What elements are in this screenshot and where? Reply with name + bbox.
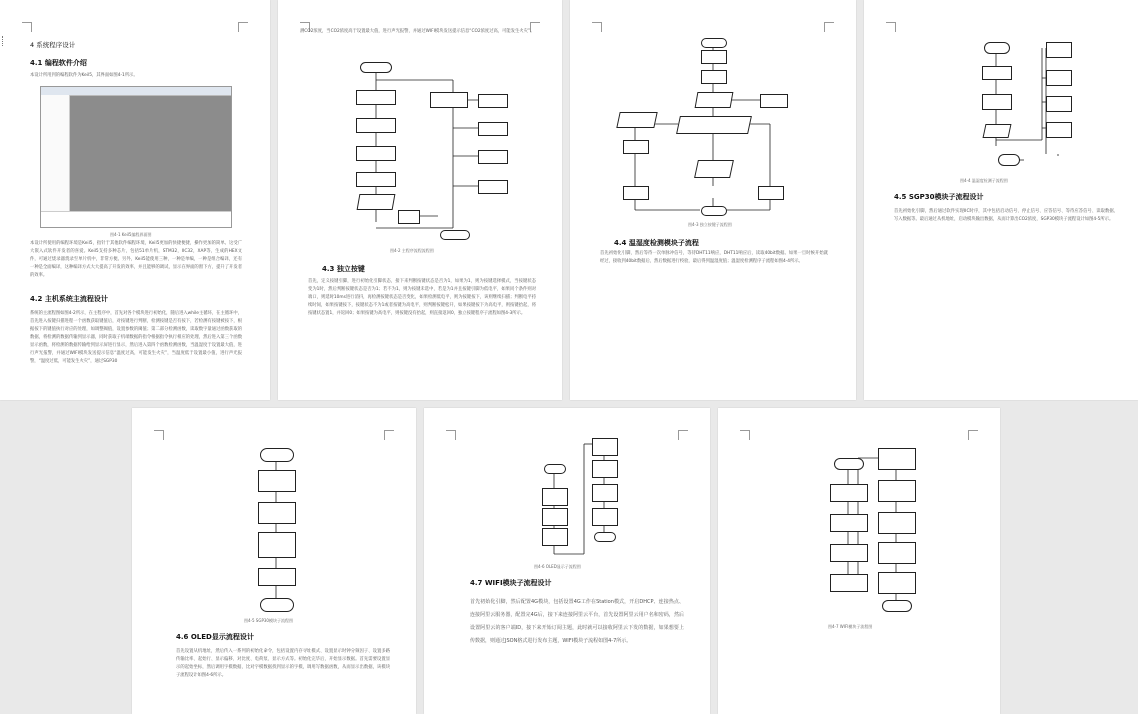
co2-continuation-text: 测CO2浓度，当CO2浓度高于设置最大值，进行声光报警，并通过WIFI模块发送提示信息“CO2浓度过高，可能发生火灾”。	[300, 29, 535, 34]
flow-node-start	[360, 62, 392, 73]
figure-4-3-caption: 图4-3 独立按键子流程图	[688, 222, 732, 227]
btn-flow-return-right	[758, 186, 784, 200]
btn-flow-pressed-decision	[676, 116, 752, 134]
oled-flow-end	[594, 532, 616, 542]
btn-flow-return-left	[623, 186, 649, 200]
chapter-heading: 4 系统程序设计	[30, 41, 76, 49]
sgp-flow-iic	[258, 502, 296, 524]
section-heading-4-1: 4.1 编程软件介绍	[30, 59, 87, 67]
oled-flow-clear	[542, 508, 568, 526]
keil-paragraph: 本设计所使用的编程环境是Keil5，指针于其他软件编程环境，Keil5更加的快捷便捷，操作更加的简单。这受广大嵌入式软件开发者的喜爱。Keil5支持多种芯片，包括51单片机，STM32，IIC32，XAP等，生成的HEX文件，可通过烧录器烧录至单片机中，非常方便。另外，Keil5能使用三种，一种是单编，一种是组合编译，还有一种是全面编译，这种编译方式大大提高了开发的效率，并且能够的调试，显示在界面的窗下方，提升了开发者的效率。	[30, 241, 242, 278]
wifi-flow-merge	[878, 572, 916, 594]
section-heading-4-3: 4.3 独立按键	[322, 265, 365, 273]
dht11-flowchart-lines	[864, 0, 1138, 180]
oled-paragraph: 首先设置从机地址，然后传入一系列的初始化命令，包括设置内存寻址模式、设置显示时钟分频因子、设置多路传输比率、起始行、显示偏移、对比度、电荷泵、显示方式等。初始化完毕后，开始显示数据。首先需要设置显示的起始坐标，然后调用字模数据，比对字模数据找到显示的字模，调用写数据函数，从而显示出数据，该模块子流程设计如图4-6所示。	[176, 649, 390, 678]
figure-4-5-caption: 图4-5 SGP30模块子流程图	[244, 618, 293, 623]
document-page-2	[278, 0, 562, 400]
flow-node-display	[356, 172, 396, 187]
sgp-flow-calc	[258, 568, 296, 586]
flow-node-wifi-send	[478, 180, 508, 194]
dht-flow-start	[984, 42, 1010, 54]
wifi-flow-end	[882, 600, 912, 612]
flow-node-detect	[356, 146, 396, 161]
button-paragraph: 首先，定义按键引脚，进行初始化引脚状态，接下来判断按键状态是否为1，如果为1，则为按键选择模式，当按键状态变为1时，然后判断按键状态是否为1；若不为1，则为按键未选中，若是为1并且按键引脚为低电平，如果同个条件则对端口，则延时10ms进行消抖，再检测按键状态是否变化，如果检测低电平，则为按键按下，该则继续扫描；判断电平持续时间，如果按键按下，按键状态不为1或者按键为高电平，则判断按键松开，如果按键按下为高电平，则按键抬起，将按键状态置1，并返回0；如果按键为高电平，则按键没有抬起，则直接返回0，独立按键程序子流程如图4-3所示。	[308, 279, 536, 316]
wifi-flow-read-1	[878, 512, 916, 534]
wifi-flow-init	[830, 484, 868, 502]
document-page-3	[570, 0, 856, 400]
dht-flow-init	[982, 66, 1012, 80]
dht-flow-step3	[1046, 96, 1072, 112]
wifi-flow-slave-addr-2	[878, 480, 916, 502]
dht-flow-read	[1046, 42, 1072, 58]
btn-flow-end	[701, 206, 727, 216]
flow-node-alarm-decision	[357, 194, 396, 210]
sgp30-paragraph: 首先初始化引脚，然后通过软件实现IIC时序，其中包括启动信号、停止信号、应答信号、等待应答信号、读取数据、写入数据等。最后通过从机地址，启动模块输出数据，从而计算出CO2浓度，SGP30模块子流程设计如图4-5所示。	[894, 209, 1118, 222]
btn-flow-side	[760, 94, 788, 108]
oled-flow-r4	[592, 508, 618, 526]
btn-flow-mid-decision	[694, 160, 734, 178]
flow-node-key-scan	[356, 118, 396, 133]
wifi-flow-slave-addr	[830, 544, 868, 562]
sgp-flow-end	[260, 598, 294, 612]
main-flowchart-lines	[278, 0, 562, 250]
btn-flow-left-decision	[616, 112, 657, 128]
flow-node-threshold-3	[478, 150, 508, 164]
dht-flow-end	[998, 154, 1020, 166]
oled-flow-start	[544, 464, 566, 474]
flow-node-end	[440, 230, 470, 240]
document-page-6	[424, 408, 710, 714]
wifi-flow-start-bit	[830, 514, 868, 532]
intro-paragraph: 本设计所用到的编程软件为Keil5，其界面如图4-1所示。	[30, 73, 138, 78]
wifi-paragraph: 首先初始化引脚，然后配置4G模块，包括设置4G工作在Station模式，开启DHCP、连接热点、连接阿里云服务器，配置完4G后，接下来连接阿里云平台，首先设置阿里云用户名和密码，然后设置阿里云的客户端ID，接下来开始订阅主题，此时就可以接收阿里云下发的数据，如果想要上传数据，则通过JSON格式进行发布主题，WIFI模块子流程如图4-7所示。	[470, 599, 684, 644]
btn-flow-left-box	[623, 140, 649, 154]
dht-flow-response	[983, 124, 1012, 138]
document-page-4	[864, 0, 1138, 400]
oled-flow-r2	[592, 460, 618, 478]
oled-flow-r3	[592, 484, 618, 502]
section-heading-4-6: 4.6 OLED显示流程设计	[176, 633, 254, 641]
oled-flow-r1	[592, 438, 618, 456]
wifi-flow-start	[834, 458, 864, 470]
btn-flow-debounce-decision	[695, 92, 734, 108]
figure-4-4-caption: 图4-4 温湿度检测子流程图	[960, 178, 1008, 183]
sgp-flow-read	[258, 532, 296, 558]
section-heading-4-7: 4.7 WIFI模块子流程设计	[470, 579, 552, 587]
section-heading-4-4: 4.4 温湿度检测模块子流程	[614, 239, 699, 247]
button-flowchart-lines	[570, 0, 856, 230]
dht11-paragraph: 首先初始化引脚，然后等待一次单脉冲信号，等待DHT11响应，DHT11响应后，读取40bit数据。如果一旦时候开始就经过，接收到40bit数据后，然后数据进行校验，最后得到温湿度值；温湿度检测程序子流程如图4-4所示。	[600, 251, 828, 264]
left-ruler-marker	[2, 36, 5, 46]
wifi-flow-command	[830, 574, 868, 592]
btn-flow-init	[701, 50, 727, 64]
flow-node-set-threshold	[478, 94, 508, 108]
document-page-5	[132, 408, 416, 714]
document-page-7	[718, 408, 1000, 714]
dht-flow-check	[1046, 70, 1072, 86]
btn-flow-start	[701, 38, 727, 48]
section-heading-4-2: 4.2 主机系统主流程设计	[30, 295, 108, 303]
wifi-flow-restart	[878, 448, 916, 470]
figure-4-7-caption: 图4-7 WIFI模块子流程图	[828, 624, 873, 629]
sgp-flow-init	[258, 470, 296, 492]
section-heading-4-5: 4.5 SGP30模块子流程设计	[894, 193, 984, 201]
dht-flow-start-signal	[982, 94, 1012, 110]
wifi-flow-read-2	[878, 542, 916, 564]
figure-4-2-caption: 图4-2 主程序流程流程图	[390, 248, 434, 253]
flow-node-buzzer	[398, 210, 420, 224]
sgp-flow-start	[260, 448, 294, 462]
main-flow-paragraph: 系统的主流程图如图4-2所示，在主程序中，首先对各个模块进行初始化，随后进入while主循环，在主循环中，首先进入按键扫描进程一个函数获取键值后，对按键进行判断，检测按键是否有按下，若检测有按键被按下，根据按下的键值执行对应的处理，如调整阈值，设置参数的阈值；第二部分检测函数，读取数字量通过函数获取的数据，将检测的数据传输到显示器，同时获取子机端数据的指令根据指令执行相应的处理，然后进入第三个函数显示函数，将检测的数据传输给到显示屏进行显示，然后进入第四个函数检测函数，当温湿度于设置最大值，进行声光报警，并通过WIFI模块发送提示信息“温度过高，可能发生火灾”，当温度低于设置最小值，进行声光报警，“温度过低，可能发生火灾”，通过SGP30	[30, 311, 242, 364]
btn-flow-state	[701, 70, 727, 84]
document-page-1	[0, 0, 270, 400]
flow-node-threshold-2	[478, 122, 508, 136]
keil5-screenshot	[40, 86, 232, 228]
figure-4-1-caption: 图4-1 Keil5编程界面图	[110, 232, 152, 237]
oled-flow-init	[542, 488, 568, 506]
flow-node-init	[356, 90, 396, 105]
figure-4-6-caption: 图4-6 OLED显示子流程图	[534, 564, 581, 569]
oled-flow-coord	[542, 528, 568, 546]
dht-flow-step4	[1046, 122, 1072, 138]
flow-node-key-value	[430, 92, 468, 108]
